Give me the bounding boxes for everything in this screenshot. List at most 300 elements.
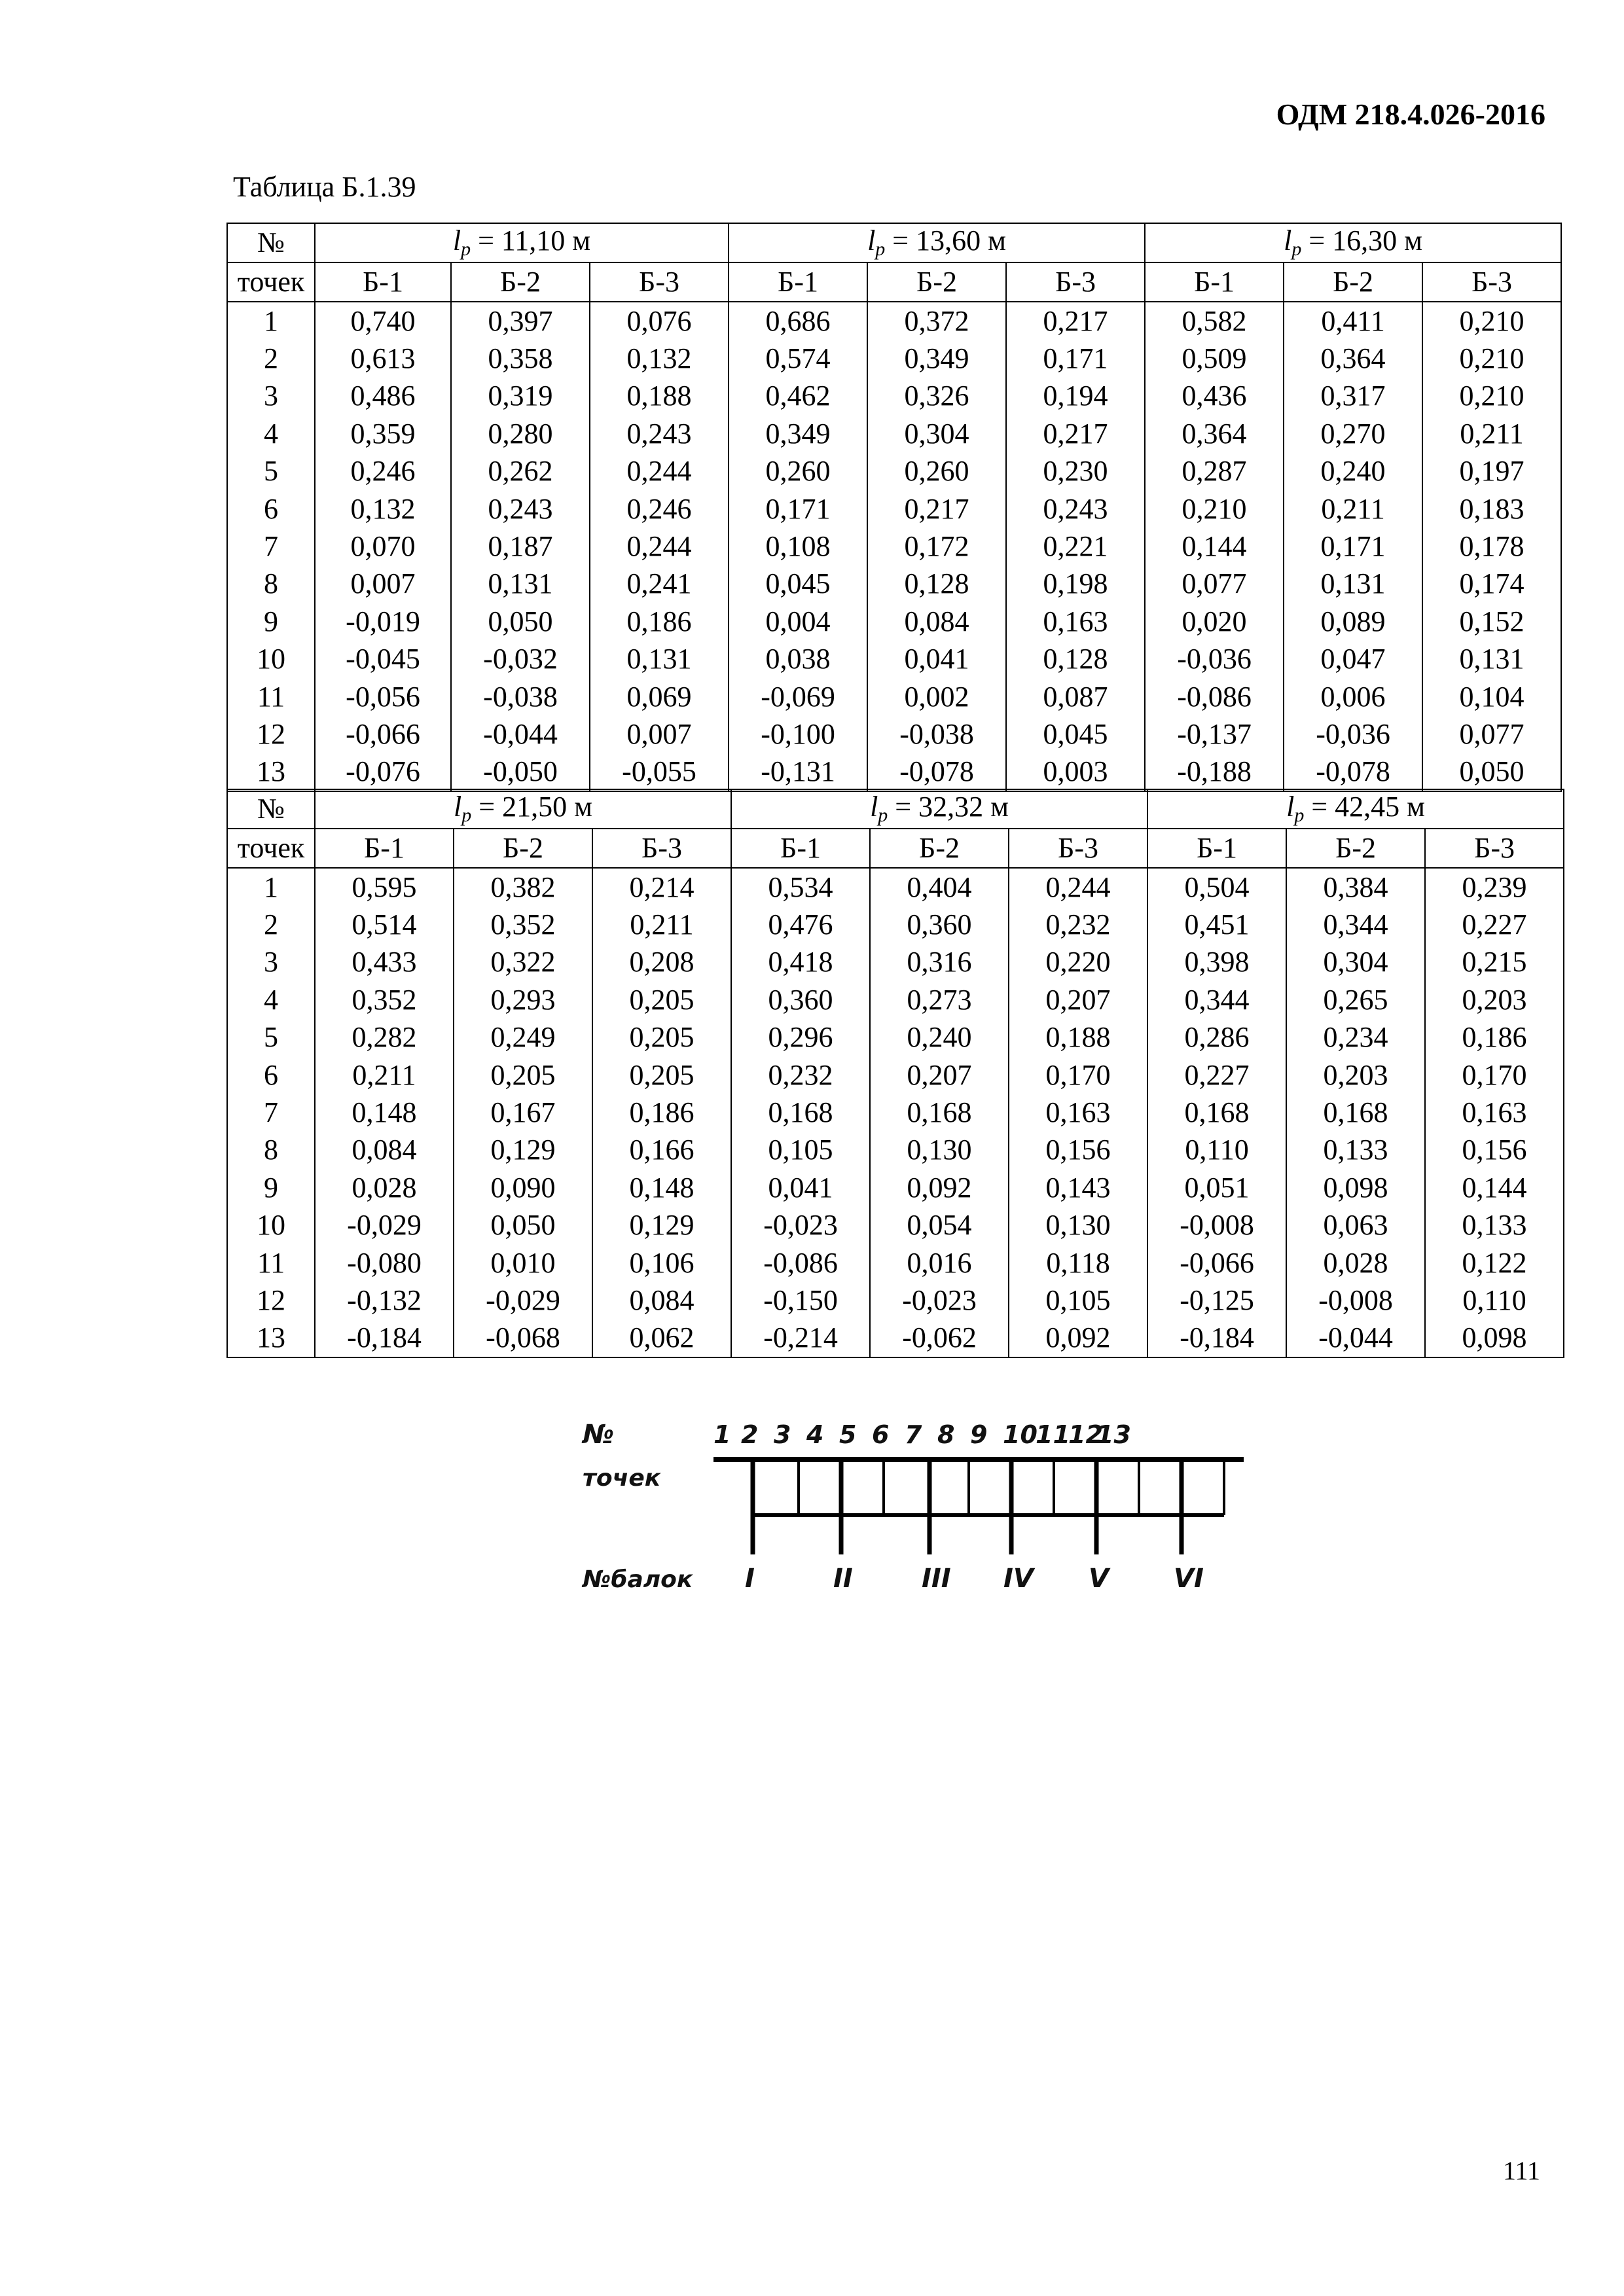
coefficient-cell: 0,317 [1284, 378, 1422, 415]
subcolumn-header: Б-2 [867, 262, 1006, 302]
coefficient-cell: 0,234 [1286, 1019, 1425, 1056]
coefficient-cell: 0,243 [590, 415, 729, 452]
coefficient-cell: 0,028 [1286, 1244, 1425, 1282]
coefficient-cell: 0,273 [870, 981, 1009, 1018]
coefficient-cell: 0,063 [1286, 1207, 1425, 1244]
coefficient-cell: 0,260 [729, 453, 867, 490]
coefficient-cell: 0,265 [1286, 981, 1425, 1018]
subcolumn-header: Б-1 [315, 262, 451, 302]
coefficient-table-1 [226, 223, 1562, 792]
subcolumn-header: Б-3 [590, 262, 729, 302]
point-number-cell: 1 [227, 302, 315, 340]
table-row [227, 528, 1561, 565]
coefficient-cell: 0,249 [454, 1019, 592, 1056]
table-row [227, 1019, 1564, 1056]
subcolumn-header: Б-3 [592, 829, 731, 868]
coefficient-cell: 0,364 [1145, 415, 1284, 452]
coefficient-cell: 0,077 [1145, 565, 1284, 603]
coefficient-cell: 0,105 [731, 1132, 870, 1169]
subcolumn-header: Б-2 [454, 829, 592, 868]
point-number-label: 8 [937, 1420, 955, 1449]
beam-markers [745, 1462, 1204, 1594]
coefficient-cell: 0,110 [1425, 1282, 1564, 1319]
coefficient-cell: 0,172 [867, 528, 1006, 565]
point-number-label: 10 [1003, 1420, 1038, 1449]
coefficient-cell: -0,184 [315, 1319, 454, 1357]
table-row [227, 453, 1561, 490]
coefficient-cell: 0,352 [454, 906, 592, 943]
table-row [227, 981, 1564, 1018]
coefficient-cell: 0,084 [867, 603, 1006, 640]
coefficient-cell: 0,613 [315, 340, 451, 377]
subcolumn-header: Б-1 [1145, 262, 1284, 302]
table-row [227, 753, 1561, 791]
subcolumn-header: Б-3 [1009, 829, 1147, 868]
coefficient-cell: 0,241 [590, 565, 729, 603]
coefficient-cell: 0,217 [1006, 302, 1145, 340]
point-number-cell: 10 [227, 1207, 315, 1244]
table-row [227, 1056, 1564, 1094]
coefficient-cell: 0,286 [1147, 1019, 1286, 1056]
coefficient-cell: 0,411 [1284, 302, 1422, 340]
table-row [227, 1244, 1564, 1282]
diagram-label-points: точек [583, 1465, 661, 1492]
coefficient-cell: 0,246 [315, 453, 451, 490]
coefficient-cell: 0,244 [590, 453, 729, 490]
coefficient-cell: 0,084 [315, 1132, 454, 1169]
coefficient-cell: 0,221 [1006, 528, 1145, 565]
coefficient-cell: 0,133 [1286, 1132, 1425, 1169]
coefficient-cell: 0,211 [592, 906, 731, 943]
coefficient-cell: 0,349 [867, 340, 1006, 377]
coefficient-cell: 0,156 [1425, 1132, 1564, 1169]
point-number-cell: 11 [227, 1244, 315, 1282]
table-row [227, 1094, 1564, 1131]
group-header: lр = 21,50 м [315, 789, 731, 829]
coefficient-cell: 0,504 [1147, 868, 1286, 906]
coefficient-cell: 0,436 [1145, 378, 1284, 415]
coefficient-cell: -0,086 [1145, 678, 1284, 715]
coefficient-cell: 0,595 [315, 868, 454, 906]
coefficient-cell: 0,128 [867, 565, 1006, 603]
coefficient-cell: 0,344 [1147, 981, 1286, 1018]
coefficient-cell: 0,486 [315, 378, 451, 415]
coefficient-cell: -0,023 [870, 1282, 1009, 1319]
coefficient-cell: 0,171 [729, 490, 867, 528]
coefficient-cell: 0,003 [1006, 753, 1145, 791]
coefficient-cell: 0,089 [1284, 603, 1422, 640]
table-row [227, 868, 1564, 906]
coefficient-cell: -0,008 [1286, 1282, 1425, 1319]
point-number-cell: 3 [227, 944, 315, 981]
coefficient-cell: 0,211 [1422, 415, 1561, 452]
coefficient-cell: 0,166 [592, 1132, 731, 1169]
subcolumn-header: Б-3 [1006, 262, 1145, 302]
table-row [227, 678, 1561, 715]
coefficient-cell: -0,080 [315, 1244, 454, 1282]
table-row [227, 378, 1561, 415]
coefficient-cell: 0,183 [1422, 490, 1561, 528]
coefficient-cell: 0,270 [1284, 415, 1422, 452]
coefficient-cell: -0,008 [1147, 1207, 1286, 1244]
coefficient-cell: 0,054 [870, 1207, 1009, 1244]
row-header-number: № [227, 789, 315, 829]
document-code: ОДМ 218.4.026-2016 [1276, 98, 1545, 131]
coefficient-cell: 0,171 [1006, 340, 1145, 377]
coefficient-cell: 0,210 [1422, 302, 1561, 340]
coefficient-cell: 0,178 [1422, 528, 1561, 565]
point-number-cell: 6 [227, 1056, 315, 1094]
beam-number-label: II [833, 1564, 853, 1594]
coefficient-cell: -0,023 [731, 1207, 870, 1244]
subcolumn-header: Б-3 [1425, 829, 1564, 868]
coefficient-cell: 0,050 [451, 603, 590, 640]
coefficient-cell: -0,029 [454, 1282, 592, 1319]
coefficient-cell: 0,210 [1422, 378, 1561, 415]
coefficient-cell: 0,227 [1425, 906, 1564, 943]
coefficient-cell: 0,186 [592, 1094, 731, 1131]
group-header: lр = 13,60 м [729, 223, 1145, 262]
subcolumn-header: Б-1 [729, 262, 867, 302]
coefficient-cell: 0,194 [1006, 378, 1145, 415]
coefficient-cell: 0,344 [1286, 906, 1425, 943]
coefficient-cell: 0,045 [729, 565, 867, 603]
row-header-points: точек [227, 262, 315, 302]
coefficient-cell: -0,055 [590, 753, 729, 791]
subcolumn-header: Б-1 [731, 829, 870, 868]
group-header: lр = 16,30 м [1145, 223, 1561, 262]
coefficient-cell: 0,360 [731, 981, 870, 1018]
coefficient-cell: 0,287 [1145, 453, 1284, 490]
coefficient-cell: -0,019 [315, 603, 451, 640]
coefficient-cell: 0,205 [592, 1056, 731, 1094]
table-row [227, 603, 1561, 640]
point-number-label: 12 [1068, 1420, 1103, 1449]
point-number-cell: 7 [227, 1094, 315, 1131]
point-number-cell: 3 [227, 378, 315, 415]
group-header: lр = 42,45 м [1147, 789, 1564, 829]
coefficient-cell: 0,207 [1009, 981, 1147, 1018]
coefficient-cell: 0,106 [592, 1244, 731, 1282]
coefficient-cell: 0,243 [451, 490, 590, 528]
coefficient-cell: 0,214 [592, 868, 731, 906]
point-number-label: 3 [774, 1420, 791, 1449]
coefficient-cell: 0,514 [315, 906, 454, 943]
coefficient-cell: 0,006 [1284, 678, 1422, 715]
coefficient-cell: 0,186 [1425, 1019, 1564, 1056]
coefficient-cell: 0,028 [315, 1169, 454, 1206]
coefficient-cell: 0,130 [870, 1132, 1009, 1169]
coefficient-cell: 0,262 [451, 453, 590, 490]
coefficient-cell: 0,246 [590, 490, 729, 528]
coefficient-cell: 0,156 [1009, 1132, 1147, 1169]
coefficient-cell: 0,244 [590, 528, 729, 565]
coefficient-cell: 0,360 [870, 906, 1009, 943]
beam-number-label: V [1089, 1564, 1109, 1594]
table-row [227, 415, 1561, 452]
coefficient-cell: 0,077 [1422, 715, 1561, 753]
coefficient-cell: 0,384 [1286, 868, 1425, 906]
coefficient-cell: 0,198 [1006, 565, 1145, 603]
coefficient-cell: -0,184 [1147, 1319, 1286, 1357]
table-row [227, 1169, 1564, 1206]
point-number-label: 5 [839, 1420, 857, 1449]
coefficient-cell: -0,029 [315, 1207, 454, 1244]
coefficient-cell: 0,168 [1147, 1094, 1286, 1131]
coefficient-cell: 0,090 [454, 1169, 592, 1206]
coefficient-cell: 0,282 [315, 1019, 454, 1056]
beam-layout-diagram [576, 1407, 1270, 1604]
coefficient-cell: -0,066 [315, 715, 451, 753]
point-number-label: 11 [1036, 1420, 1070, 1449]
coefficient-cell: 0,462 [729, 378, 867, 415]
coefficient-cell: 0,364 [1284, 340, 1422, 377]
table-row [227, 944, 1564, 981]
subcolumn-header: Б-2 [870, 829, 1009, 868]
coefficient-cell: -0,032 [451, 641, 590, 678]
coefficient-cell: 0,280 [451, 415, 590, 452]
coefficient-cell: -0,137 [1145, 715, 1284, 753]
point-number-cell: 13 [227, 1319, 315, 1357]
coefficient-cell: 0,203 [1286, 1056, 1425, 1094]
coefficient-cell: 0,210 [1145, 490, 1284, 528]
coefficient-cell: 0,188 [1009, 1019, 1147, 1056]
beam-number-label: IV [1003, 1564, 1034, 1594]
beam-number-label: III [922, 1564, 951, 1594]
coefficient-cell: 0,132 [590, 340, 729, 377]
point-number-cell: 10 [227, 641, 315, 678]
coefficient-cell: 0,358 [451, 340, 590, 377]
coefficient-cell: 0,007 [590, 715, 729, 753]
coefficient-cell: 0,210 [1422, 340, 1561, 377]
coefficient-cell: 0,220 [1009, 944, 1147, 981]
coefficient-cell: 0,582 [1145, 302, 1284, 340]
coefficient-cell: 0,243 [1006, 490, 1145, 528]
coefficient-cell: -0,036 [1284, 715, 1422, 753]
coefficient-cell: 0,104 [1422, 678, 1561, 715]
point-number-cell: 2 [227, 340, 315, 377]
table-row [227, 641, 1561, 678]
point-number-cell: 11 [227, 678, 315, 715]
coefficient-cell: 0,163 [1425, 1094, 1564, 1131]
coefficient-cell: 0,122 [1425, 1244, 1564, 1282]
coefficient-cell: 0,131 [1422, 641, 1561, 678]
coefficient-cell: 0,217 [867, 490, 1006, 528]
point-number-cell: 2 [227, 906, 315, 943]
coefficient-cell: -0,125 [1147, 1282, 1286, 1319]
coefficient-cell: 0,105 [1009, 1282, 1147, 1319]
coefficient-cell: 0,211 [1284, 490, 1422, 528]
subcolumn-header: Б-1 [1147, 829, 1286, 868]
coefficient-cell: 0,372 [867, 302, 1006, 340]
point-number-cell: 13 [227, 753, 315, 791]
table-row [227, 490, 1561, 528]
coefficient-cell: 0,131 [451, 565, 590, 603]
table-row [227, 1132, 1564, 1169]
coefficient-cell: 0,128 [1006, 641, 1145, 678]
coefficient-cell: 0,203 [1425, 981, 1564, 1018]
coefficient-cell: 0,002 [867, 678, 1006, 715]
row-header-number: № [227, 223, 315, 262]
coefficient-cell: -0,036 [1145, 641, 1284, 678]
point-number-cell: 9 [227, 603, 315, 640]
coefficient-cell: 0,230 [1006, 453, 1145, 490]
subcolumn-header: Б-2 [1286, 829, 1425, 868]
coefficient-cell: -0,150 [731, 1282, 870, 1319]
coefficient-cell: 0,098 [1425, 1319, 1564, 1357]
coefficient-cell: 0,319 [451, 378, 590, 415]
coefficient-cell: 0,084 [592, 1282, 731, 1319]
coefficient-cell: 0,740 [315, 302, 451, 340]
coefficient-cell: 0,686 [729, 302, 867, 340]
coefficient-cell: 0,092 [870, 1169, 1009, 1206]
coefficient-cell: 0,016 [870, 1244, 1009, 1282]
coefficient-cell: 0,148 [315, 1094, 454, 1131]
table-caption: Таблица Б.1.39 [233, 171, 416, 203]
coefficient-cell: 0,509 [1145, 340, 1284, 377]
coefficient-cell: -0,100 [729, 715, 867, 753]
coefficient-cell: 0,215 [1425, 944, 1564, 981]
coefficient-cell: 0,205 [454, 1056, 592, 1094]
coefficient-cell: 0,205 [592, 1019, 731, 1056]
point-number-label: 2 [741, 1420, 759, 1449]
coefficient-cell: 0,129 [592, 1207, 731, 1244]
coefficient-cell: 0,352 [315, 981, 454, 1018]
coefficient-cell: 0,171 [1284, 528, 1422, 565]
coefficient-cell: 0,087 [1006, 678, 1145, 715]
coefficient-table-2 [226, 789, 1564, 1358]
coefficient-cell: 0,051 [1147, 1169, 1286, 1206]
page-number: 111 [1502, 2156, 1540, 2185]
coefficient-cell: 0,232 [731, 1056, 870, 1094]
coefficient-cell: -0,062 [870, 1319, 1009, 1357]
row-header-points: точек [227, 829, 315, 868]
coefficient-cell: 0,152 [1422, 603, 1561, 640]
point-number-cell: 5 [227, 453, 315, 490]
point-number-cell: 9 [227, 1169, 315, 1206]
coefficient-cell: -0,188 [1145, 753, 1284, 791]
coefficient-cell: 0,131 [1284, 565, 1422, 603]
coefficient-cell: 0,574 [729, 340, 867, 377]
coefficient-cell: -0,076 [315, 753, 451, 791]
coefficient-cell: 0,020 [1145, 603, 1284, 640]
beam-number-label: I [745, 1564, 755, 1594]
group-header: lр = 32,32 м [731, 789, 1147, 829]
coefficient-cell: 0,167 [454, 1094, 592, 1131]
table-row [227, 340, 1561, 377]
coefficient-cell: 0,163 [1009, 1094, 1147, 1131]
coefficient-cell: 0,382 [454, 868, 592, 906]
coefficient-cell: 0,240 [870, 1019, 1009, 1056]
coefficient-cell: 0,451 [1147, 906, 1286, 943]
coefficient-cell: -0,044 [451, 715, 590, 753]
point-number-label: 9 [970, 1420, 988, 1449]
coefficient-cell: 0,398 [1147, 944, 1286, 981]
coefficient-cell: -0,131 [729, 753, 867, 791]
coefficient-cell: 0,174 [1422, 565, 1561, 603]
coefficient-cell: -0,045 [315, 641, 451, 678]
point-number-label: 1 [713, 1420, 731, 1449]
table-row [227, 1282, 1564, 1319]
coefficient-cell: 0,208 [592, 944, 731, 981]
table-row [227, 302, 1561, 340]
point-number-cell: 6 [227, 490, 315, 528]
coefficient-cell: -0,078 [1284, 753, 1422, 791]
coefficient-cell: 0,050 [454, 1207, 592, 1244]
coefficient-cell: 0,148 [592, 1169, 731, 1206]
coefficient-cell: 0,062 [592, 1319, 731, 1357]
coefficient-cell: 0,163 [1006, 603, 1145, 640]
point-number-cell: 7 [227, 528, 315, 565]
table-row [227, 715, 1561, 753]
coefficient-cell: 0,211 [315, 1056, 454, 1094]
diagram-label-number: № [583, 1420, 615, 1450]
coefficient-cell: 0,069 [590, 678, 729, 715]
coefficient-cell: 0,188 [590, 378, 729, 415]
coefficient-cell: 0,534 [731, 868, 870, 906]
coefficient-cell: 0,110 [1147, 1132, 1286, 1169]
coefficient-cell: 0,041 [731, 1169, 870, 1206]
coefficient-cell: 0,045 [1006, 715, 1145, 753]
subcolumn-header: Б-2 [1284, 262, 1422, 302]
coefficient-cell: 0,170 [1425, 1056, 1564, 1094]
table-row [227, 906, 1564, 943]
point-number-cell: 5 [227, 1019, 315, 1056]
coefficient-cell: 0,170 [1009, 1056, 1147, 1094]
coefficient-cell: 0,047 [1284, 641, 1422, 678]
point-number-cell: 8 [227, 565, 315, 603]
coefficient-cell: 0,129 [454, 1132, 592, 1169]
coefficient-cell: 0,168 [1286, 1094, 1425, 1131]
point-number-cell: 4 [227, 415, 315, 452]
point-number-cell: 8 [227, 1132, 315, 1169]
coefficient-cell: 0,418 [731, 944, 870, 981]
coefficient-cell: 0,207 [870, 1056, 1009, 1094]
point-number-label: 7 [905, 1420, 922, 1449]
coefficient-cell: 0,227 [1147, 1056, 1286, 1094]
coefficient-cell: 0,349 [729, 415, 867, 452]
coefficient-cell: 0,168 [870, 1094, 1009, 1131]
coefficient-cell: 0,118 [1009, 1244, 1147, 1282]
coefficient-cell: -0,044 [1286, 1319, 1425, 1357]
coefficient-cell: -0,038 [867, 715, 1006, 753]
coefficient-cell: 0,240 [1284, 453, 1422, 490]
coefficient-cell: 0,132 [315, 490, 451, 528]
coefficient-cell: 0,133 [1425, 1207, 1564, 1244]
coefficient-cell: -0,038 [451, 678, 590, 715]
subcolumn-header: Б-3 [1422, 262, 1561, 302]
coefficient-cell: 0,433 [315, 944, 454, 981]
coefficient-cell: 0,397 [451, 302, 590, 340]
coefficient-cell: 0,217 [1006, 415, 1145, 452]
coefficient-cell: 0,293 [454, 981, 592, 1018]
table-row [227, 1207, 1564, 1244]
coefficient-cell: 0,092 [1009, 1319, 1147, 1357]
coefficient-cell: 0,476 [731, 906, 870, 943]
coefficient-cell: 0,187 [451, 528, 590, 565]
subcolumn-header: Б-2 [451, 262, 590, 302]
diagram-label-beams: №балок [583, 1566, 693, 1593]
coefficient-cell: -0,069 [729, 678, 867, 715]
coefficient-cell: 0,130 [1009, 1207, 1147, 1244]
coefficient-cell: 0,050 [1422, 753, 1561, 791]
coefficient-cell: 0,404 [870, 868, 1009, 906]
coefficient-cell: 0,143 [1009, 1169, 1147, 1206]
coefficient-cell: 0,296 [731, 1019, 870, 1056]
coefficient-cell: 0,197 [1422, 453, 1561, 490]
coefficient-cell: 0,304 [1286, 944, 1425, 981]
table-row [227, 1319, 1564, 1357]
